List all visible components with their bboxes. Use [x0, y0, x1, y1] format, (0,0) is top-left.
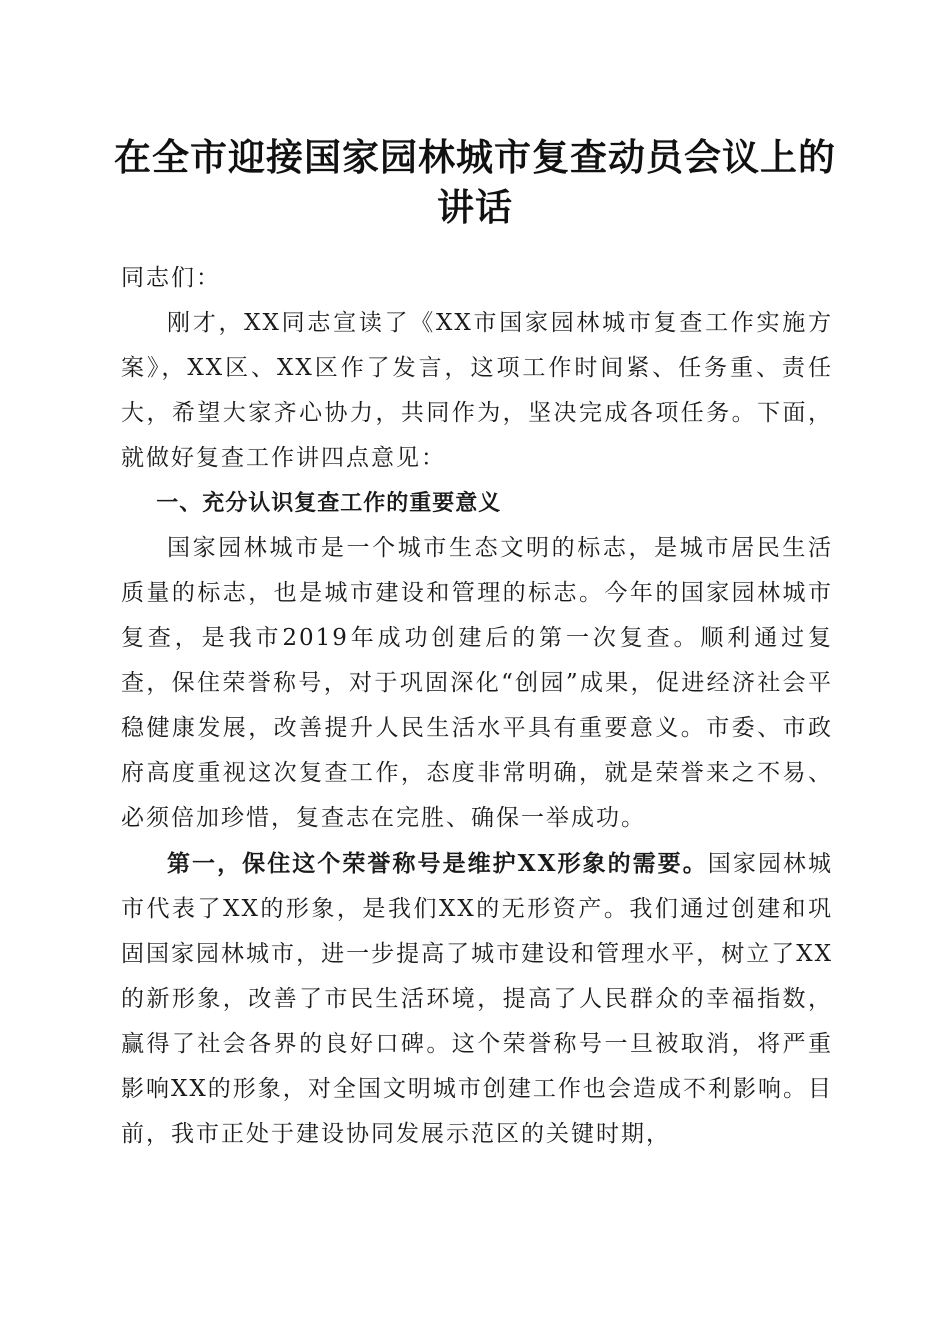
section-heading: 一、充分认识复查工作的重要意义 [156, 491, 502, 516]
salutation: 同志们： [121, 265, 221, 291]
intro-paragraph: 刚才，XX同志宣读了《XX市国家园林城市复查工作实施方案》，XX区、XX区作了发言，这项工作时间紧、任务重、责任大，希望大家齐心协力，共同作为，坚决完成各项任务。下面，就做好复查工作讲四点意见： [121, 310, 833, 471]
section-paragraph: 国家园林城市是一个城市生态文明的标志，是城市居民生活质量的标志，也是城市建设和管理的标志。今年的国家园林城市复查，是我市2019年成功创建后的第一次复查。顺利通过复查，保住荣誉称号，对于巩固深化“创园”成果，促进经济社会平稳健康发展，改善提升人民生活水平具有重要意义。市委、市政府高度重视这次复查工作，态度非常明确，就是荣誉来之不易、必须倍加珍惜，复查志在完胜、确保一举成功。 [121, 535, 833, 831]
point-lead: 第一，保住这个荣誉称号是维护XX形象的需要。 [167, 850, 708, 877]
document-title: 在全市迎接国家园林城市复查动员会议上的讲话 [114, 135, 836, 229]
point-text: 国家园林城市代表了XX的形象，是我们XX的无形资产。我们通过创建和巩固国家园林城市，进一步提高了城市建设和管理水平，树立了XX的新形象，改善了市民生活环境，提高了人民群众的幸福指数，赢得了社会各界的良好口碑。这个荣誉称号一旦被取消，将严重影响XX的形象，对全国文明城市创建工作也会造成不利影响。目前，我市正处于建设协同发展示范区的关键时期， [121, 851, 833, 1147]
point-paragraph [121, 841, 833, 1157]
document-body [121, 256, 833, 1157]
